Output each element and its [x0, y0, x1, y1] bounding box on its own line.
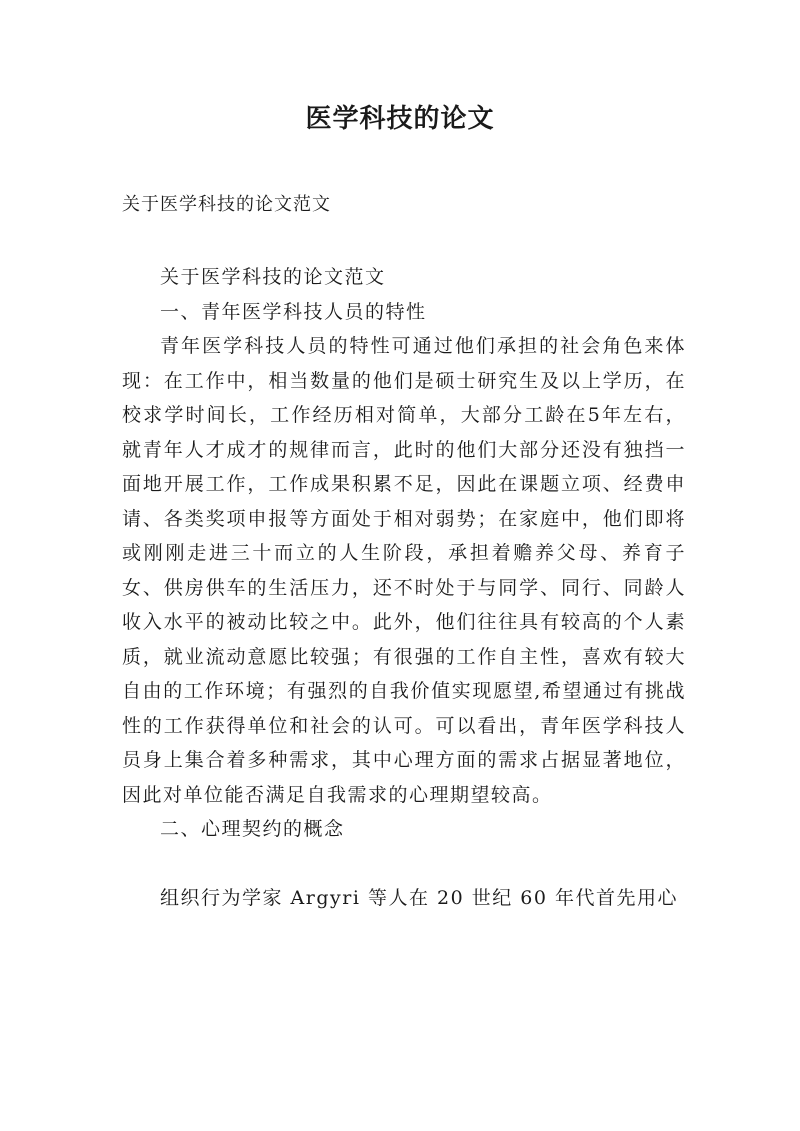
document-subtitle: 关于医学科技的论文范文: [122, 194, 331, 215]
paragraph-body-continued: 组织行为学家 Argyri 等人在 20 世纪 60 年代首先用心: [160, 887, 678, 909]
section-heading-2: 二、心理契约的概念: [160, 818, 345, 840]
paragraph-heading: 关于医学科技的论文范文: [160, 266, 386, 288]
section-heading-1: 一、青年医学科技人员的特性: [160, 300, 427, 323]
document-title: 医学科技的论文: [305, 104, 495, 134]
document-body: [122, 260, 686, 916]
paragraph-gap: [122, 847, 686, 882]
paragraph-body: 青年医学科技人员的特性可通过他们承担的社会角色来体现：在工作中，相当数量的他们是硕士研究生及以上学历，在校求学时间长，工作经历相对简单，大部分工龄在5年左右，就青年人才成才的规律而言，此时的他们大部分还没有独挡一面地开展工作，工作成果积累不足，因此在课题立项、经费申请、各类奖项申报等方面处于相对弱势；在家庭中，他们即将或刚刚走进三十而立的人生阶段，承担着赡养父母、养育子女、供房供车的生活压力，还不时处于与同学、同行、同龄人收入水平的被动比较之中。此外，他们往往具有较高的个人素质，就业流动意愿比较强；有很强的工作自主性，喜欢有较大自由的工作环境；有强烈的自我价值实现愿望,希望通过有挑战性的工作获得单位和社会的认可。可以看出，青年医学科技人员身上集合着多种需求，其中心理方面的需求占据显著地位，因此对单位能否满足自我需求的心理期望较高。: [122, 335, 686, 806]
